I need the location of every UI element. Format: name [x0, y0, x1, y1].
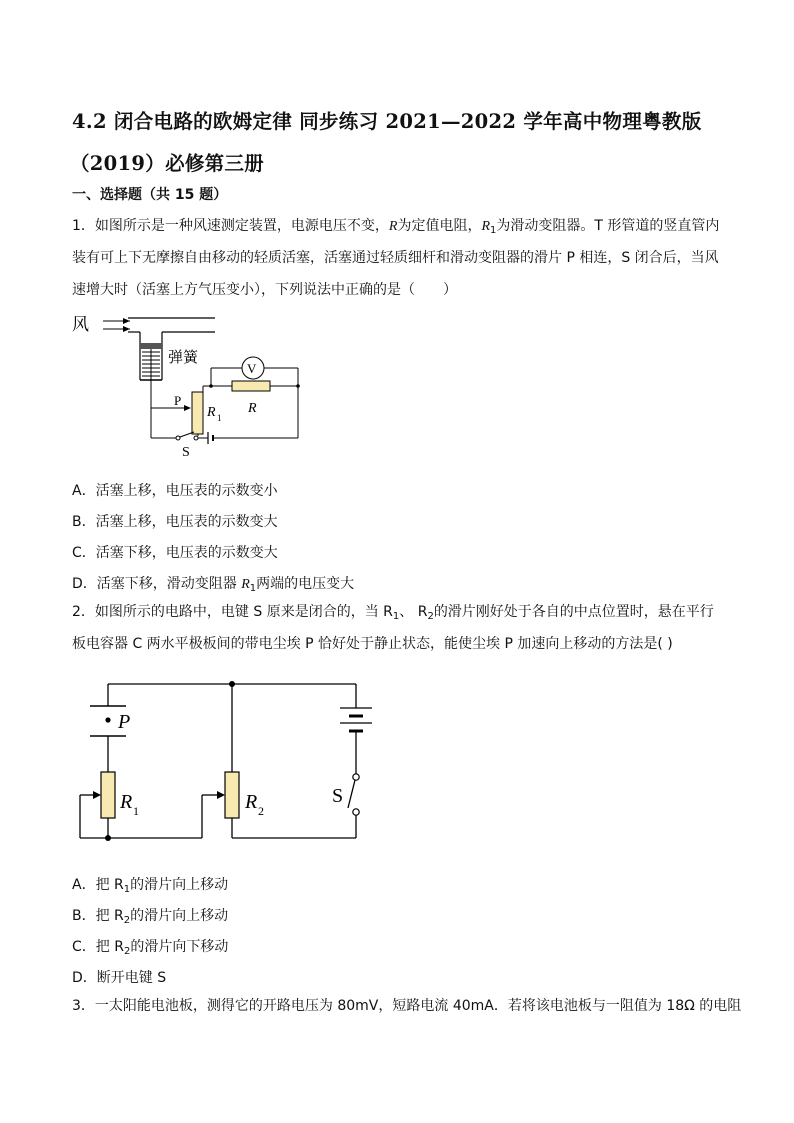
- dust-P-label: P: [118, 711, 131, 733]
- q1-stem-line1: 1．如图所示是一种风速测定装置，电源电压不变，R为定值电阻，$R_1$为滑动变阻器。T 形管道的竖直管内: [72, 218, 720, 236]
- switch-S-label: S: [332, 785, 344, 807]
- q2-option-d[interactable]: D．断开电键 S: [72, 970, 167, 986]
- r2-label: R: [245, 791, 258, 813]
- q2-option-b[interactable]: B．把 $R_2$的滑片向上移动: [72, 908, 229, 926]
- r1-label: R: [207, 405, 216, 420]
- q2-stem-line1: 2．如图所示的电路中，电键 S 原来是闭合的，当 $R_1$、 $R_2$的滑片刚好处于各自的中点位置时，悬在平行: [72, 604, 714, 622]
- q2-circuit-diagram: [70, 676, 380, 846]
- switch-S-label: S: [182, 445, 190, 460]
- q1-wind-sensor-diagram: [70, 310, 310, 460]
- wind-label: 风: [72, 315, 89, 334]
- r1-label: R: [120, 791, 133, 813]
- spring-label: 弹簧: [168, 350, 199, 366]
- voltmeter-label: V: [247, 361, 257, 376]
- r2-sub: 2: [258, 804, 264, 818]
- q1-option-a[interactable]: A．活塞上移，电压表的示数变小: [72, 483, 278, 499]
- q1-option-c[interactable]: C．活塞下移，电压表的示数变大: [72, 545, 278, 561]
- q3-stem-line1: 3．一太阳能电池板，测得它的开路电压为 80mV，短路电流 40mA．若将该电池板与一阻值为 18Ω 的电阻: [72, 998, 742, 1014]
- q1-stem-line3: 速增大时（活塞上方气压变小），下列说法中正确的是（ ）: [72, 282, 457, 298]
- q1-option-d[interactable]: D．活塞下移，滑动变阻器 $R_1$两端的电压变大: [72, 576, 355, 594]
- resistor-R-label: R: [248, 401, 257, 416]
- q2-option-a[interactable]: A．把 $R_1$的滑片向上移动: [72, 877, 229, 895]
- r1-sub: 1: [217, 413, 222, 423]
- r1-sub: 1: [133, 804, 139, 818]
- q1-stem-line2: 装有可上下无摩擦自由移动的轻质活塞，活塞通过轻质细杆和滑动变阻器的滑片 P 相连，S 闭合后，当风: [72, 250, 719, 266]
- q2-option-c[interactable]: C．把 $R_2$的滑片向下移动: [72, 939, 229, 957]
- q1-option-b[interactable]: B．活塞上移，电压表的示数变大: [72, 514, 278, 530]
- section-heading: 一、选择题（共 15 题）: [72, 187, 228, 203]
- q2-stem-line2: 板电容器 C 两水平极板间的带电尘埃 P 恰好处于静止状态，能使尘埃 P 加速向上移动的方法是( ): [72, 636, 673, 652]
- document-title-line2: （2019）必修第三册: [70, 152, 265, 175]
- slider-P-label: P: [174, 393, 182, 408]
- document-title-line1: 4.2 闭合电路的欧姆定律 同步练习 2021—2022 学年高中物理粤教版: [72, 110, 702, 133]
